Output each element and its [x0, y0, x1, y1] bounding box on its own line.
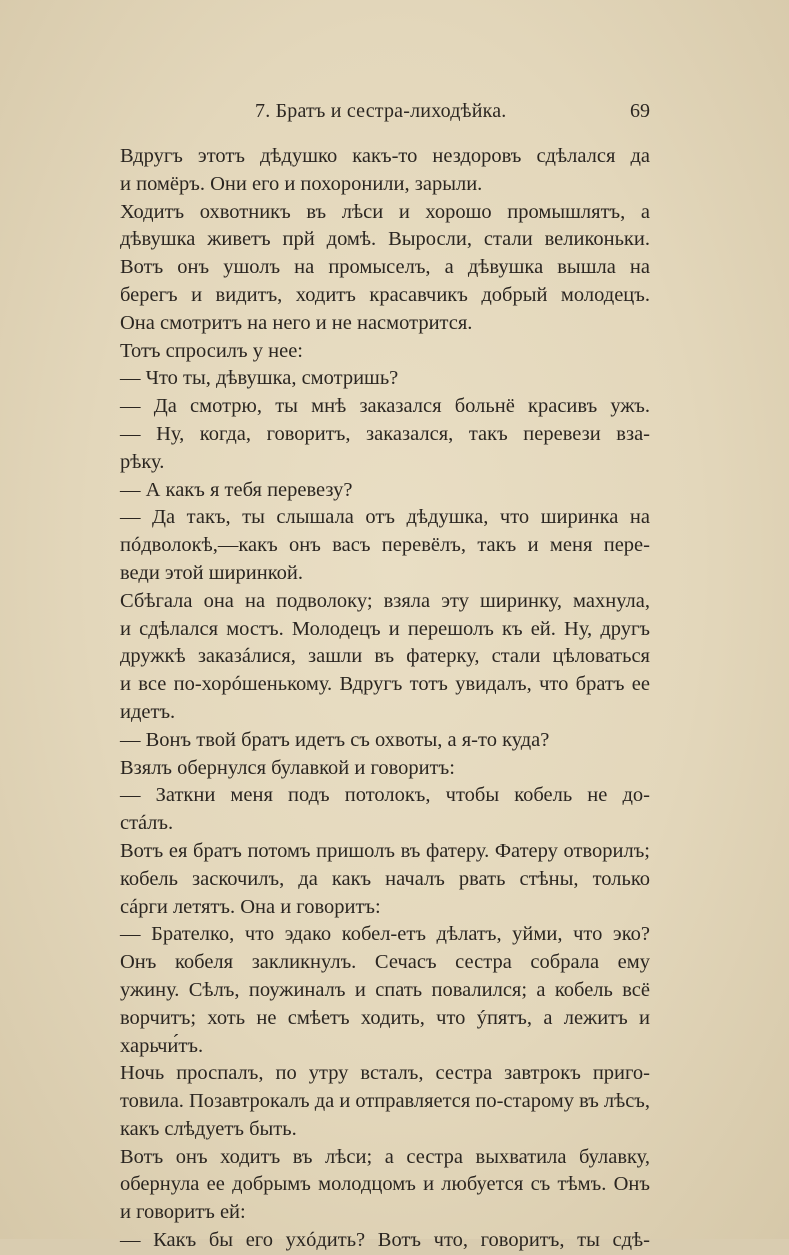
text-line: — Вонъ твой братъ идетъ съ охвоты, а я-то куда?: [120, 728, 550, 751]
text-line: харьчи́тъ.: [120, 1034, 204, 1057]
text-line: — Брателко, что эдако кобел-етъ дѣлатъ, уйми, что эко?: [120, 923, 650, 946]
text-line: и сдѣлался мостъ. Молодецъ и перешолъ къ ей. Ну, другъ: [120, 617, 650, 640]
text-line: — Да такъ, ты слышала отъ дѣдушка, что ширинка на: [120, 506, 650, 529]
text-line: Вотъ ея братъ потомъ пришолъ въ фатеру. Фатеру отворилъ;: [120, 839, 650, 862]
text-line: ворчитъ; хоть не смѣетъ ходить, что ýпятъ, а лежитъ и: [120, 1006, 650, 1029]
text-line: Сбѣгала она на подволоку; взяла эту ширинку, махнула,: [120, 589, 650, 612]
text-line: — Ну, когда, говоритъ, заказался, такъ перевези вза-: [120, 422, 650, 445]
text-line: идетъ.: [120, 700, 176, 723]
text-line: Вотъ онъ ходитъ въ лѣси; а сестра выхватила булавку,: [120, 1145, 650, 1168]
text-line: Вдругъ этотъ дѣдушко какъ-то нездоровъ сдѣлался да: [120, 145, 650, 167]
text-line: Ночь проспалъ, по утру всталъ, сестра завтрокъ приго-: [120, 1062, 650, 1085]
text-line: рѣку.: [120, 450, 165, 473]
text-line: Вотъ онъ ушолъ на промыселъ, а дѣвушка вышла на: [120, 256, 650, 279]
text-line: какъ слѣдуетъ быть.: [120, 1117, 297, 1140]
text-line: дѣвушка живетъ прй домѣ. Выросли, стали великоньки.: [120, 228, 650, 251]
text-line: веди этой ширинкой.: [120, 561, 303, 584]
text-line: дружкѣ заказáлися, зашли въ фатерку, стали цѣловаться: [120, 645, 650, 668]
text-line: Ходитъ охвотникъ въ лѣси и хорошо промышлятъ, а: [120, 200, 650, 223]
text-line: товила. Позавтрокалъ да и отправляется по-старому въ лѣсъ,: [120, 1090, 650, 1113]
running-header: [120, 100, 650, 130]
text-line: Онъ кобеля закликнулъ. Сечасъ сестра собрала ему: [120, 951, 650, 974]
page-number: 69: [630, 100, 650, 122]
text-line: — Какъ бы его ухóдить? Вотъ что, говоритъ, ты сдѣ-: [120, 1229, 650, 1252]
text-line: берегъ и видитъ, ходитъ красавчикъ добрый молодецъ.: [120, 283, 650, 306]
text-line: кобель заскочилъ, да какъ началъ рвать стѣны, только: [120, 867, 650, 890]
text-line: — Заткни меня подъ потолокъ, чтобы кобель не до-: [120, 784, 650, 807]
text-line: обернула ее добрымъ молодцомъ и любуется съ тѣмъ. Онъ: [120, 1173, 650, 1196]
chapter-title: 7. Братъ и сестра-лиходѣйка.: [255, 100, 507, 122]
text-line: и говоритъ ей:: [120, 1201, 246, 1224]
text-line: пóдволокѣ,—какъ онъ васъ перевёлъ, такъ и меня пере-: [120, 534, 650, 557]
text-line: Она смотритъ на него и не насмотрится.: [120, 311, 473, 334]
text-line: — Да смотрю, ты мнѣ заказался больнё красивъ ужъ.: [120, 395, 650, 418]
story-text: [120, 143, 650, 1255]
text-line: и все по-хорóшенькому. Вдругъ тотъ увидалъ, что братъ ее: [120, 673, 650, 696]
text-line: сáрги летятъ. Она и говоритъ:: [120, 895, 381, 918]
text-line: Тотъ спросилъ у нее:: [120, 339, 303, 362]
text-line: стáлъ.: [120, 812, 174, 835]
text-line: — А какъ я тебя перевезу?: [120, 478, 353, 501]
text-line: Взялъ обернулся булавкой и говоритъ:: [120, 756, 455, 779]
text-line: и помёръ. Они его и похоронили, зарыли.: [120, 172, 483, 195]
text-line: ужину. Сѣлъ, поужиналъ и спать повалился; а кобель всё: [120, 978, 650, 1001]
text-line: — Что ты, дѣвушка, смотришь?: [120, 367, 399, 390]
